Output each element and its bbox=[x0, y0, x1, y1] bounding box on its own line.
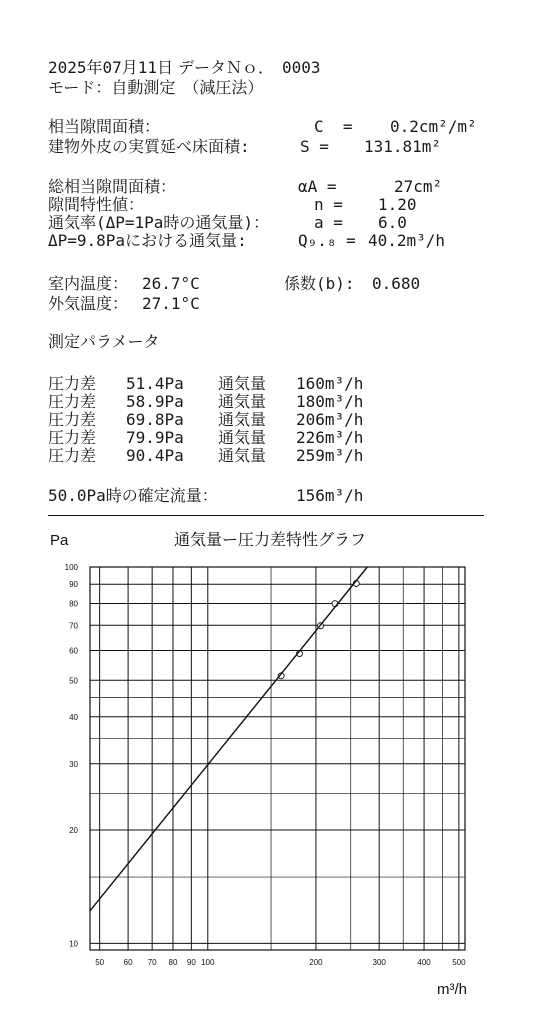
param-flow-label: 通気量 bbox=[218, 392, 267, 411]
param-flow-label: 通気量 bbox=[218, 446, 267, 465]
param-pressure: 90.4Pa bbox=[126, 446, 184, 465]
a-expr: a = bbox=[314, 213, 343, 232]
fixed-flow-value: 156m³/h bbox=[296, 486, 364, 505]
y-tick-label: 30 bbox=[69, 759, 78, 769]
x-tick-label: 80 bbox=[168, 958, 178, 967]
param-pressure-label: 圧力差 bbox=[48, 392, 97, 411]
c-label: 相当隙間面積： bbox=[48, 117, 161, 136]
x-axis-unit: m³/h bbox=[437, 981, 467, 998]
y-tick-label: 60 bbox=[69, 646, 78, 656]
y-tick-label: 80 bbox=[69, 599, 78, 609]
params-title: 測定パラメータ bbox=[48, 332, 160, 351]
param-flow: 160m³/h bbox=[296, 374, 364, 393]
x-tick-label: 500 bbox=[452, 958, 466, 967]
q-value: 40.2m³/h bbox=[368, 231, 446, 250]
param-pressure-label: 圧力差 bbox=[48, 446, 97, 465]
c-value: 0.2cm²/m² bbox=[390, 117, 477, 136]
plot-ticks bbox=[65, 563, 466, 967]
a-value: 6.0 bbox=[378, 213, 407, 232]
x-tick-label: 300 bbox=[372, 958, 386, 967]
param-flow: 226m³/h bbox=[296, 428, 364, 447]
param-flow-label: 通気量 bbox=[218, 428, 267, 447]
coef-label: 係数(b): bbox=[284, 274, 355, 293]
s-expr: S = bbox=[300, 137, 329, 156]
param-flow: 259m³/h bbox=[296, 446, 364, 465]
n-value: 1.20 bbox=[378, 195, 417, 214]
param-pressure-label: 圧力差 bbox=[48, 374, 97, 393]
x-tick-label: 200 bbox=[309, 958, 323, 967]
data-number: データＮｏ． 0003 bbox=[178, 58, 321, 77]
param-flow: 206m³/h bbox=[296, 410, 364, 429]
coef-value: 0.680 bbox=[372, 274, 421, 293]
q-expr: Q₉.₈ = bbox=[298, 231, 356, 250]
y-axis-unit: Pa bbox=[50, 532, 69, 549]
plot-grid bbox=[90, 567, 465, 950]
param-pressure-label: 圧力差 bbox=[48, 428, 97, 447]
n-expr: n = bbox=[314, 195, 343, 214]
a-label: 通気率(ΔP=1Pa時の通気量)： bbox=[48, 213, 270, 232]
param-pressure: 69.8Pa bbox=[126, 410, 184, 429]
s-label: 建物外皮の実質延べ床面積: bbox=[48, 137, 250, 156]
param-flow: 180m³/h bbox=[296, 392, 364, 411]
aa-value: 27cm² bbox=[394, 177, 443, 196]
param-flow-label: 通気量 bbox=[218, 410, 267, 429]
fixed-flow-label: 50.0Pa時の確定流量： bbox=[48, 486, 218, 505]
aa-label: 総相当隙間面積： bbox=[48, 177, 177, 196]
y-tick-label: 20 bbox=[69, 826, 78, 836]
x-tick-label: 100 bbox=[201, 958, 215, 967]
indoor-temp-value: 26.7°C bbox=[142, 274, 200, 293]
x-tick-label: 400 bbox=[417, 958, 431, 967]
report-date: 2025年07月11日 bbox=[48, 58, 174, 77]
y-tick-label: 50 bbox=[69, 676, 78, 686]
indoor-temp-label: 室内温度： bbox=[48, 274, 129, 293]
plot-frame bbox=[90, 567, 465, 950]
x-tick-label: 50 bbox=[95, 958, 105, 967]
c-expr: C = bbox=[314, 117, 353, 136]
y-tick-label: 100 bbox=[64, 563, 78, 572]
param-pressure-label: 圧力差 bbox=[48, 410, 97, 429]
y-tick-label: 40 bbox=[69, 712, 78, 722]
y-tick-label: 70 bbox=[69, 621, 78, 631]
outdoor-temp-value: 27.1°C bbox=[142, 294, 200, 313]
outdoor-temp-label: 外気温度： bbox=[48, 294, 129, 313]
param-flow-label: 通気量 bbox=[218, 374, 267, 393]
x-tick-label: 60 bbox=[123, 958, 133, 967]
measurement-mode: モード：自動測定 （減圧法） bbox=[48, 78, 264, 97]
q-label: ΔP=9.8Paにおける通気量: bbox=[48, 231, 247, 250]
param-pressure: 79.9Pa bbox=[126, 428, 184, 447]
param-pressure: 58.9Pa bbox=[126, 392, 184, 411]
aa-expr: αA = bbox=[298, 177, 337, 196]
chart-title: 通気量ー圧力差特性グラフ bbox=[173, 530, 367, 549]
y-tick-label: 90 bbox=[69, 580, 78, 590]
x-tick-label: 70 bbox=[147, 958, 157, 967]
y-tick-label: 10 bbox=[69, 939, 78, 949]
x-tick-label: 90 bbox=[186, 958, 196, 967]
param-pressure: 51.4Pa bbox=[126, 374, 184, 393]
n-label: 隙間特性値： bbox=[48, 195, 145, 214]
s-value: 131.81m² bbox=[364, 137, 442, 156]
